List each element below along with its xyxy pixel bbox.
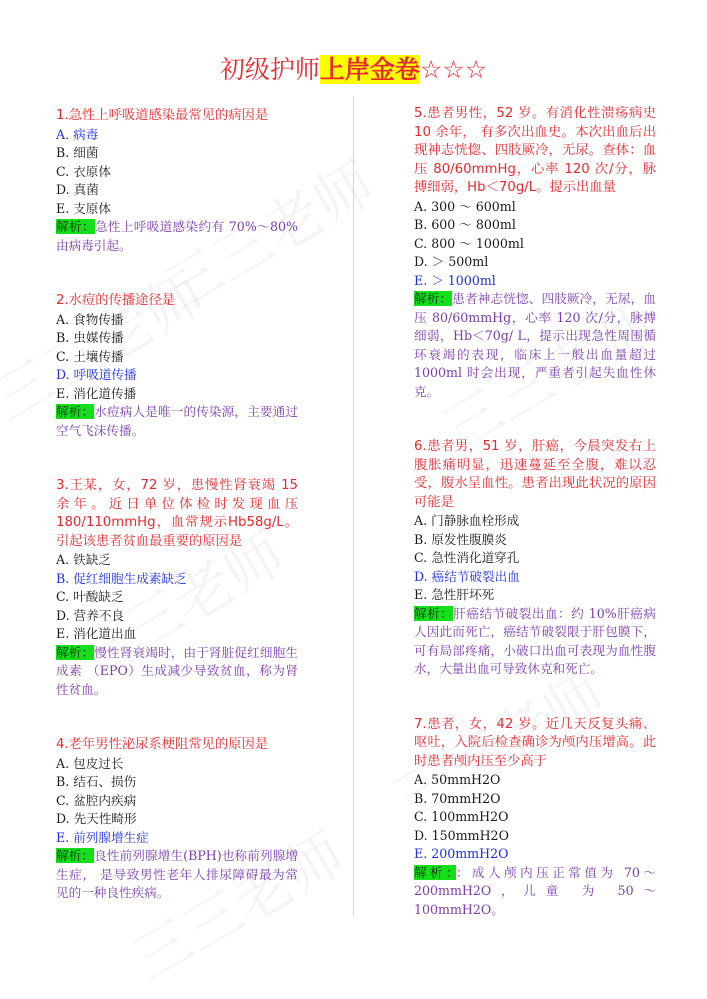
explanation-text: 急性上呼吸道感染约有 70%～80%由病毒引起。 — [56, 219, 298, 253]
explanation-tag: 解析： — [56, 848, 95, 863]
title-stars: ☆☆☆ — [419, 55, 488, 84]
option-e: E. 消化道出血 — [56, 626, 137, 641]
question-text: 5.患者男性，52 岁。有消化性溃疡病史 10 余年， 有多次出血史。本次出血后出现神志恍惚、四肢厥冷，无尿。查体：血压 80/60mmHg，心率 120 次/分，脉搏细弱，Hb＜70g/L。提示出血量 — [414, 106, 656, 195]
explanation-text: 水痘病人是唯一的传染源，主要通过空气飞沫传播。 — [56, 404, 299, 438]
explanation-tag: 解析： — [56, 219, 95, 234]
explanation-text: 良性前列腺增生(BPH)也称前列腺增生症， 是导致男性老年人排尿障碍最为常见的一种良性疾病。 — [56, 848, 298, 900]
option-b: B. 虫媒传播 — [56, 330, 124, 345]
question-text: 7.患者，女，42 岁。近几天反复头痛、呕吐，入院后检查确诊为颅内压增高。此时患者颅内压至少高于 — [414, 716, 656, 769]
option-e: E. 支原体 — [56, 200, 111, 216]
explanation — [414, 290, 656, 401]
question-text: 1.急性上呼吸道感染最常见的病因是 — [56, 108, 269, 123]
option-a: A. 300 ～ 600ml — [414, 198, 516, 214]
explanation-tag: 解析： — [414, 864, 456, 880]
option-a: A. 门静脉血栓形成 — [414, 513, 520, 528]
option-e: E. 急性肝坏死 — [414, 587, 495, 602]
option-c: C. 800 ～ 1000ml — [414, 235, 524, 251]
option-e: E. 200mmH2O — [414, 846, 509, 861]
option-b: B. 促红细胞生成素缺乏 — [56, 570, 187, 586]
option-c: C. 急性消化道穿孔 — [414, 550, 520, 565]
option-d: D. 150mmH2O — [414, 827, 509, 843]
right-column — [414, 105, 656, 919]
option-c: C. 100mmH2O — [414, 809, 509, 824]
page-title — [0, 52, 707, 88]
option-b: B. 原发性腹膜炎 — [414, 531, 507, 547]
question-block — [56, 736, 298, 903]
option-e: E. ＞ 1000ml — [414, 272, 496, 288]
explanation-text: 慢性肾衰竭时，由于肾脏促红细胞生成素 （EPO）生成减少导致贫血，称为肾性贫血。 — [56, 644, 299, 697]
title-highlight: 上岸金卷 — [319, 55, 420, 84]
option-b: B. 600 ～ 800ml — [414, 217, 516, 232]
explanation — [414, 864, 656, 920]
question-block — [414, 438, 656, 679]
explanation — [56, 644, 298, 700]
option-e: E. 前列腺增生症 — [56, 829, 149, 845]
explanation-tag: 解析： — [414, 291, 453, 306]
question-block — [414, 105, 656, 401]
explanation-text: 肝癌结节破裂出血：约 10%肝癌病人因此而死亡，癌结节破裂限于肝包膜下，可有局部疼痛，小破口出血可表现为血性腹水，大量出血可导致休克和死亡。 — [414, 605, 656, 676]
question-block — [414, 716, 656, 920]
left-column — [56, 107, 298, 903]
explanation — [414, 605, 656, 679]
option-a: A. 铁缺乏 — [56, 552, 111, 567]
option-c: C. 叶酸缺乏 — [56, 589, 124, 604]
option-c: C. 衣原体 — [56, 163, 111, 179]
question-text: 3.王某，女，72 岁，患慢性肾衰竭 15 余年。近日单位体检时发现血压 180/110mmHg，血常规示Hb58g/L。引起该患者贫血最重要的原因是 — [56, 478, 298, 549]
explanation-text: 患者神志恍惚、四肢厥冷，无尿，血压 80/60mmHg，心率 120 次/分，脉搏细弱，Hb＜70g/ L，提示出现急性周围循环衰竭的表现，临床上一般出血量超过 1000ml 时会出现，严重者引起失血性休克。 — [414, 291, 657, 399]
explanation-text: ：成人颅内压正常值为 70～200mmH2O，儿童 为 50～100mmH2O。 — [414, 864, 656, 917]
option-d: D. ＞ 500ml — [414, 254, 489, 269]
explanation — [56, 403, 298, 440]
option-b: B. 结石、损伤 — [56, 774, 137, 789]
option-d: D. 营养不良 — [56, 607, 125, 623]
explanation — [56, 218, 298, 255]
option-a: A. 食物传播 — [56, 311, 124, 327]
option-c: C. 盆腔内疾病 — [56, 792, 137, 808]
option-d: D. 先天性畸形 — [56, 811, 137, 826]
option-d: D. 真菌 — [56, 182, 99, 197]
option-a: A. 病毒 — [56, 126, 99, 142]
explanation-tag: 解析： — [414, 605, 454, 621]
option-d: D. 呼吸道传播 — [56, 367, 137, 382]
option-d: D. 癌结节破裂出血 — [414, 568, 520, 584]
question-block — [56, 107, 298, 255]
question-text: 2.水痘的传播途径是 — [56, 293, 176, 308]
question-text: 6.患者男，51 岁，肝癌，今晨突发右上腹胀痛明显，迅速蔓延至全腹，难以忍受，腹水呈血性。患者出现此状况的原因可能是 — [414, 439, 656, 510]
question-block — [56, 477, 298, 699]
option-b: B. 细菌 — [56, 145, 99, 160]
explanation-tag: 解析： — [56, 404, 95, 419]
explanation-tag: 解析： — [56, 644, 95, 660]
option-a: A. 包皮过长 — [56, 755, 124, 771]
option-c: C. 土壤传播 — [56, 348, 124, 364]
option-b: B. 70mmH2O — [414, 790, 501, 806]
title-prefix: 初级护师 — [219, 55, 320, 84]
option-e: E. 消化道传播 — [56, 385, 137, 401]
column-divider — [353, 96, 354, 916]
option-a: A. 50mmH2O — [414, 772, 501, 787]
explanation — [56, 847, 298, 903]
question-block — [56, 292, 298, 440]
question-text: 4.老年男性泌尿系梗阻常见的原因是 — [56, 737, 269, 752]
